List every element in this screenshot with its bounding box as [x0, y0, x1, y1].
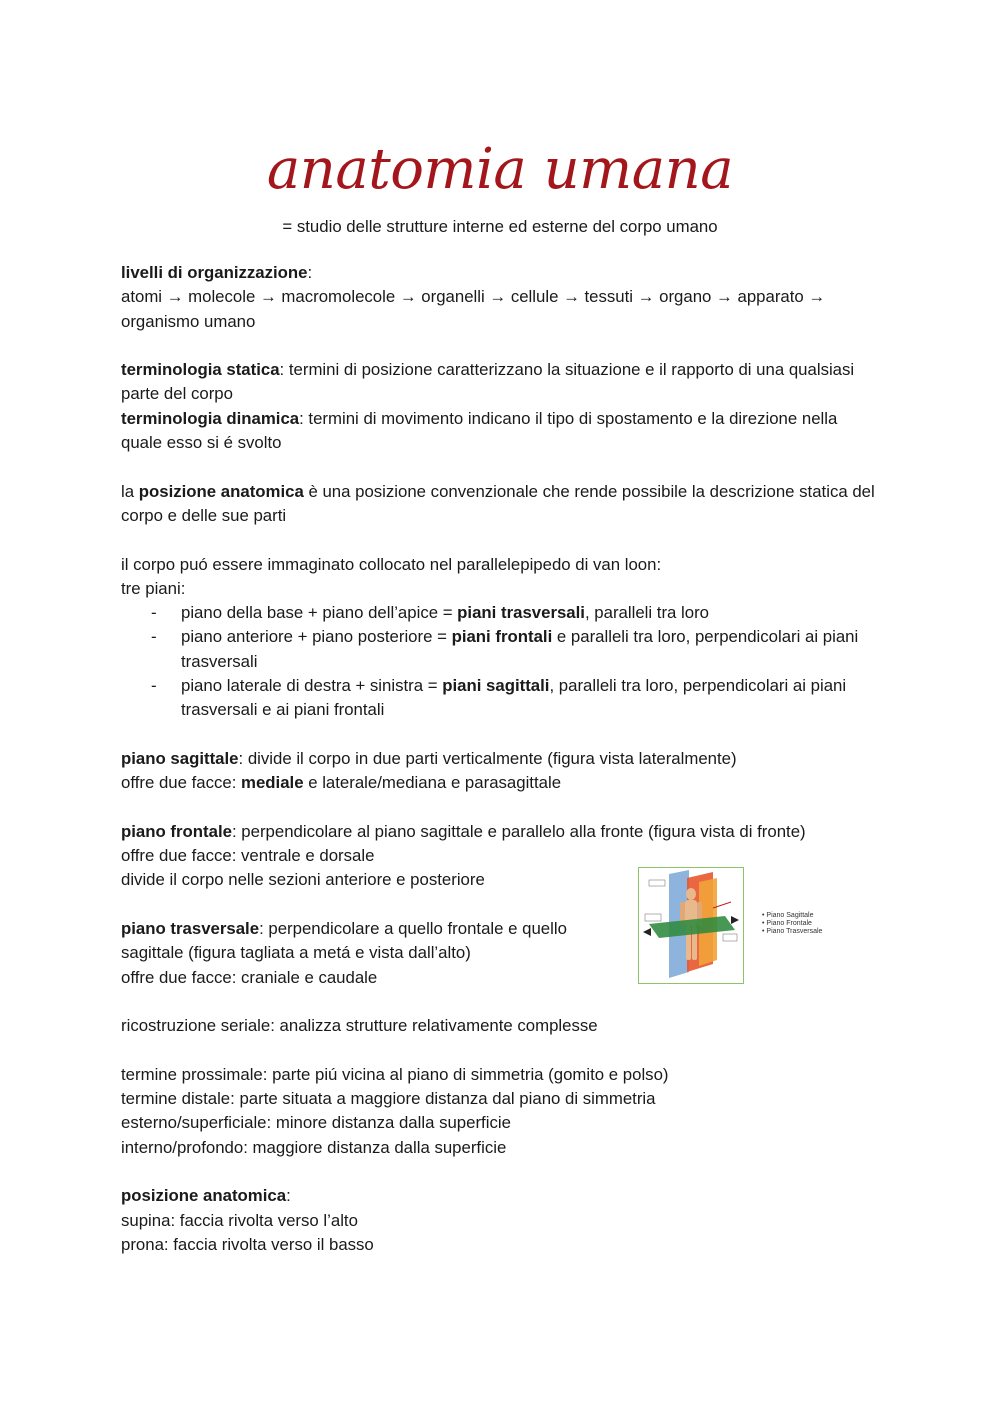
paragraph-term-dinamica: terminologia dinamica: termini di movimento indicano il tipo di spostamento e la direzione nella quale esso si é svolto [121, 408, 838, 453]
planes-list [121, 601, 881, 722]
term-label: terminologia statica [121, 360, 280, 380]
document-subtitle: = studio delle strutture interne ed esterne del corpo umano [282, 217, 718, 236]
term-label: livelli di organizzazione [121, 263, 308, 282]
figure-legend [762, 912, 822, 936]
term-label: piano frontale [121, 821, 232, 841]
paragraph-term-statica: terminologia statica: termini di posizione caratterizzano la situazione e il rapporto di una qualsiasi parte del corpo [121, 360, 855, 404]
paragraph-sagittale: piano sagittale: divide il corpo in due parti verticalmente (figura vista lateralmente) offre due facce: mediale e laterale/mediana e parasagittale [121, 748, 737, 793]
paragraph-posizione-intro: la posizione anatomica è una posizione convenzionale che rende possibile la descrizione statica del corpo e delle sue parti [121, 481, 875, 525]
term-label: terminologia dinamica [121, 408, 300, 428]
term-label: piano sagittale [121, 748, 239, 768]
legend-item: • Piano Frontale [762, 920, 822, 928]
list-item: - piano anteriore + piano posteriore = piani frontali e paralleli tra loro, perpendicolari ai piani trasversali [121, 625, 881, 674]
paragraph-termini: termine prossimale: parte piú vicina al piano di simmetria (gomito e polso) termine distale: parte situata a maggiore distanza dal piano di simmetria esterno/superficiale: minore distanza dalla superficie interno/profondo: maggiore distanza dalla superficie [121, 1064, 669, 1157]
legend-item: • Piano Sagittale [762, 912, 822, 920]
list-item: - piano della base + piano dell’apice = piani trasversali, paralleli tra loro [121, 601, 881, 625]
legend-item: • Piano Trasversale [762, 928, 822, 936]
document-body [121, 261, 881, 1257]
term-label: posizione anatomica [138, 481, 304, 501]
organization-chain: atomi → molecole → macromolecole → organelli → cellule → tessuti → organo → apparato → organismo umano [121, 287, 826, 331]
anatomical-planes-figure [638, 867, 744, 984]
document-title: anatomia umana [266, 137, 734, 202]
paragraph-ricostruzione: ricostruzione seriale: analizza strutture relativamente complesse [121, 1016, 598, 1036]
term-label: posizione anatomica [121, 1186, 287, 1206]
list-item: - piano laterale di destra + sinistra = piani sagittali, paralleli tra loro, perpendicolari ai piani trasversali e ai piani frontali [121, 674, 881, 723]
paragraph-posizione: posizione anatomica: supina: faccia rivolta verso l’alto prona: faccia rivolta verso il basso [121, 1186, 374, 1254]
anatomical-planes-illustration [639, 868, 743, 983]
term-label: piano trasversale [121, 919, 260, 939]
paragraph-trasversale: piano trasversale: perpendicolare a quello frontale e quello sagittale (figura tagliata a metá e vista dall’alto) offre due facce: craniale e caudale [121, 919, 567, 987]
paragraph-parallelepipedo: il corpo puó essere immaginato collocato nel parallelepipedo di van loon: tre piani: [121, 554, 662, 598]
paragraph-livelli: livelli di organizzazione: atomi → molecole → macromolecole → organelli → cellule → tessuti → organo → apparato → organismo umano [121, 263, 826, 331]
paragraph-frontale: piano frontale: perpendicolare al piano sagittale e parallelo alla fronte (figura vista di fronte) offre due facce: ventrale e dorsale divide il corpo nelle sezioni anteriore e posteriore [121, 821, 806, 890]
